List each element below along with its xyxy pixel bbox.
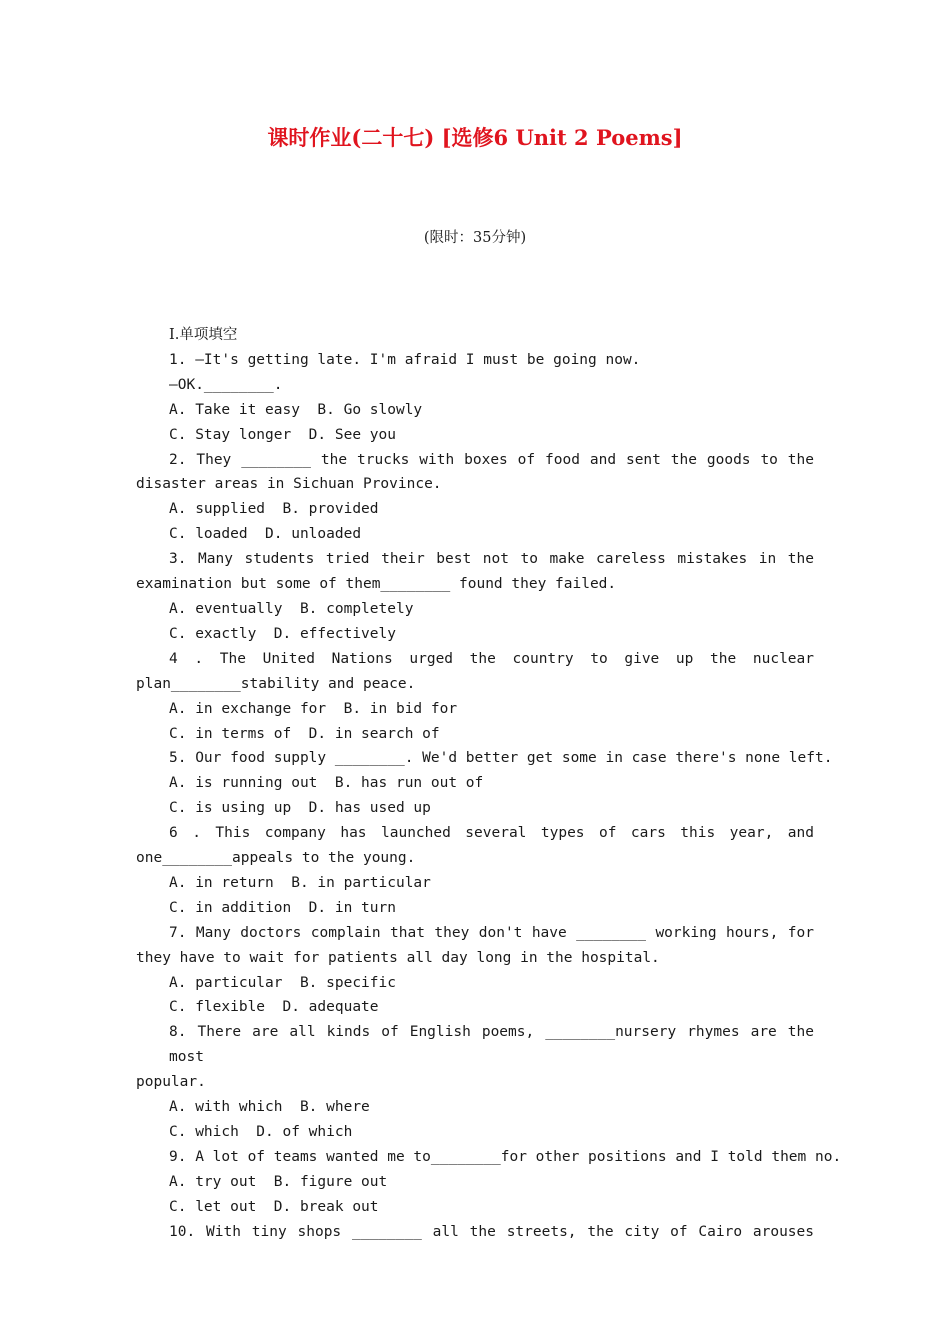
text-line: C. flexible D. adequate	[169, 999, 379, 1016]
text-line: C. which D. of which	[169, 1124, 353, 1140]
text-line: C. exactly D. effectively	[169, 625, 396, 642]
text-line: A. Take it easy B. Go slowly	[169, 401, 423, 418]
text-line: A. in return B. in particular	[169, 874, 431, 891]
text-line: 8. There are all kinds of English poems, ________nursery rhymes are the most	[169, 1024, 814, 1066]
text-line: 1. —It's getting late. I'm afraid I must be going now.	[169, 351, 641, 368]
text-line: C. loaded D. unloaded	[169, 526, 362, 543]
text-line: C. let out D. break out	[169, 1198, 379, 1215]
section-heading: Ⅰ.单项填空	[169, 327, 238, 343]
exercise-body	[136, 323, 842, 1245]
text-line: one________appeals to the young.	[136, 850, 416, 867]
text-line: A. is running out B. has run out of	[169, 775, 484, 792]
text-line: A. particular B. specific	[169, 974, 396, 991]
text-line: 2. They ________ the trucks with boxes of food and sent the goods to the	[169, 451, 814, 468]
text-line: C. is using up D. has used up	[169, 800, 431, 817]
text-line: A. supplied B. provided	[169, 501, 379, 518]
text-line: 6 . This company has launched several types of cars this year, and	[169, 825, 814, 842]
text-line: examination but some of them________ found they failed.	[136, 576, 617, 593]
text-line: popular.	[136, 1074, 206, 1091]
text-line: disaster areas in Sichuan Province.	[136, 476, 442, 493]
text-line: —OK.________.	[169, 376, 283, 393]
text-line: A. try out B. figure out	[169, 1173, 388, 1190]
text-line: C. in terms of D. in search of	[169, 725, 440, 742]
text-line: 5. Our food supply ________. We'd better get some in case there's none left.	[169, 750, 833, 767]
text-line: 7. Many doctors complain that they don't have ________ working hours, for	[169, 924, 814, 941]
text-line: C. in addition D. in turn	[169, 899, 396, 916]
text-line: 9. A lot of teams wanted me to________for other positions and I told them no.	[169, 1148, 842, 1165]
page-title: 课时作业(二十七) [选修6 Unit 2 Poems]	[267, 125, 683, 150]
text-line: A. with which B. where	[169, 1099, 370, 1116]
text-line: A. in exchange for B. in bid for	[169, 700, 458, 717]
text-line: 10. With tiny shops ________ all the streets, the city of Cairo arouses	[169, 1223, 814, 1240]
text-line: A. eventually B. completely	[169, 600, 414, 617]
text-line: 3. Many students tried their best not to make careless mistakes in the	[169, 551, 814, 568]
text-line: C. Stay longer D. See you	[169, 426, 396, 443]
text-line: plan________stability and peace.	[136, 675, 416, 692]
text-line: they have to wait for patients all day long in the hospital.	[136, 949, 660, 966]
time-limit: (限时：35分钟)	[423, 230, 527, 246]
text-line: 4 . The United Nations urged the country to give up the nuclear	[169, 650, 814, 667]
